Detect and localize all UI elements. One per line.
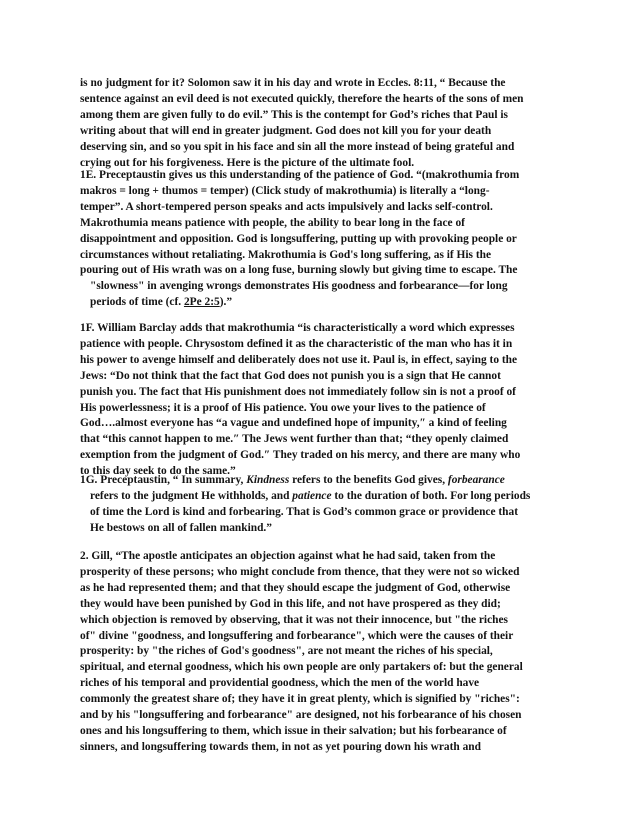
text-line: spiritual, and eternal goodness, which his own people are only partakers of: but the general: [80, 661, 523, 674]
text-line: ones and his longsuffering to them, which issue in their salvation; but his forbearance of: [80, 724, 507, 737]
paragraph-preceptaustin-makrothumia: [80, 168, 580, 311]
text-fragment: refers to the judgment He withholds, and: [90, 489, 293, 502]
text-line: as he had represented them; and that they should escape the judgment of God, otherwise: [80, 581, 511, 594]
paragraph-gill: [80, 549, 580, 756]
text-line: of" divine "goodness, and longsuffering and forbearance", which were the causes of their: [80, 629, 514, 642]
text-line: prosperity: by "the riches of God's goodness", are not meant the riches of his special,: [80, 645, 493, 658]
text-line: His powerlessness; it is a proof of His patience. You owe your lives to the patience of: [80, 401, 486, 414]
text-line: pouring out of His wrath was on a long fuse, burning slowly but giving time to escape. The: [80, 264, 518, 277]
text-fragment: to the duration of both. For long periods: [331, 489, 531, 502]
text-line: his power to avenge himself and deliberately does not use it. Paul is, in effect, saying to the: [80, 353, 518, 366]
text-line: is no judgment for it? Solomon saw it in his day and wrote in Eccles. 8:11, “ Because the: [80, 77, 506, 89]
text-line: circumstances without retaliating. Makrothumia is God's long suffering, as if His the: [80, 248, 492, 261]
text-line: [80, 295, 580, 311]
paragraph-barclay: [80, 321, 580, 480]
text-line: and by his "longsuffering and forbearance" are designed, not his forbearance of his chosen: [80, 709, 522, 722]
text-line: temper”. A short-tempered person speaks and acts impulsively and lacks self-control.: [80, 200, 493, 213]
text-line: [80, 473, 580, 489]
text-line: that “this cannot happen to me.″ The Jews went further than that; “they openly claimed: [80, 433, 509, 446]
text-line: Jews: “Do not think that the fact that God does not punish you is a sign that He cannot: [80, 369, 501, 382]
text-line: commonly the greatest share of; they have it in great plenty, which is signified by "riches":: [80, 693, 520, 706]
text-line: writing about that will end in greater judgment. God does not kill you for your death: [80, 124, 492, 137]
text-line: sinners, and longsuffering towards them, in not as yet pouring down his wrath and: [80, 740, 481, 753]
text-line: of time the Lord is kind and forbearing. That is God’s common grace or providence that: [90, 505, 518, 518]
text-fragment: 1G. Preceptaustin, “ In summary,: [80, 474, 247, 486]
text-line: sentence against an evil deed is not executed quickly, therefore the hearts of the sons of men: [80, 92, 524, 105]
text-line: exemption from the judgment of God.″ They traded on his mercy, and there are many who: [80, 449, 521, 462]
term-kindness: Kindness: [246, 474, 290, 486]
text-line: deserving sin, and so you spit in his face and sin all the more instead of being grateful and: [80, 140, 515, 153]
text-line: they would have been punished by God in this life, and not have prospered as they did;: [80, 597, 501, 610]
text-line: punish you. The fact that His punishment does not immediately follow sin is not a proof of: [80, 385, 516, 398]
text-line: God….almost everyone has “a vague and undefined hope of impunity,″ a kind of feeling: [80, 417, 507, 430]
text-line: patience with people. Chrysostom defined it as the characteristic of the man who has it in: [80, 337, 513, 350]
text-line: 1E. Preceptaustin gives us this understanding of the patience of God. “(makrothumia from: [80, 169, 520, 181]
text-line: prosperity of these persons; who might conclude from thence, that they were not so wicked: [80, 565, 520, 578]
text-line: He bestows on all of fallen mankind.”: [90, 521, 272, 534]
text-line: 2. Gill, “The apostle anticipates an objection against what he had said, taken from the: [80, 550, 496, 562]
text-line: makros = long + thumos = temper) (Click study of makrothumia) is literally a “long-: [80, 184, 490, 197]
text-line: [80, 489, 580, 505]
text-line: which objection is removed by observing, that it was not their innocence, but "the riches: [80, 613, 508, 626]
text-fragment: periods of time (cf.: [90, 296, 184, 309]
scripture-link-2pe-2-5[interactable]: 2Pe 2:5: [183, 296, 220, 309]
paragraph-solomon: [80, 76, 580, 171]
text-line: 1F. William Barclay adds that makrothumia “is characteristically a word which expresses: [80, 322, 515, 334]
text-line: riches of his temporal and providential goodness, which the men of the world have: [80, 677, 480, 690]
text-line: crying out for his forgiveness. Here is the picture of the ultimate fool.: [80, 156, 415, 169]
text-fragment: ).”: [219, 296, 233, 309]
text-line: to this day seek to do the same.”: [80, 465, 236, 478]
text-line: disappointment and opposition. God is longsuffering, putting up with provoking people or: [80, 232, 517, 245]
text-line: Makrothumia means patience with people, the ability to bear long in the face of: [80, 216, 465, 229]
term-patience: patience: [292, 489, 332, 502]
text-fragment: refers to the benefits God gives,: [289, 474, 448, 486]
paragraph-preceptaustin-summary: [80, 473, 580, 537]
text-line: among them are given fully to do evil.” This is the contempt for God’s riches that Paul is: [80, 108, 508, 121]
term-forbearance: forbearance: [447, 474, 505, 486]
text-line: "slowness" in avenging wrongs demonstrates His goodness and forbearance—for long: [90, 280, 508, 293]
